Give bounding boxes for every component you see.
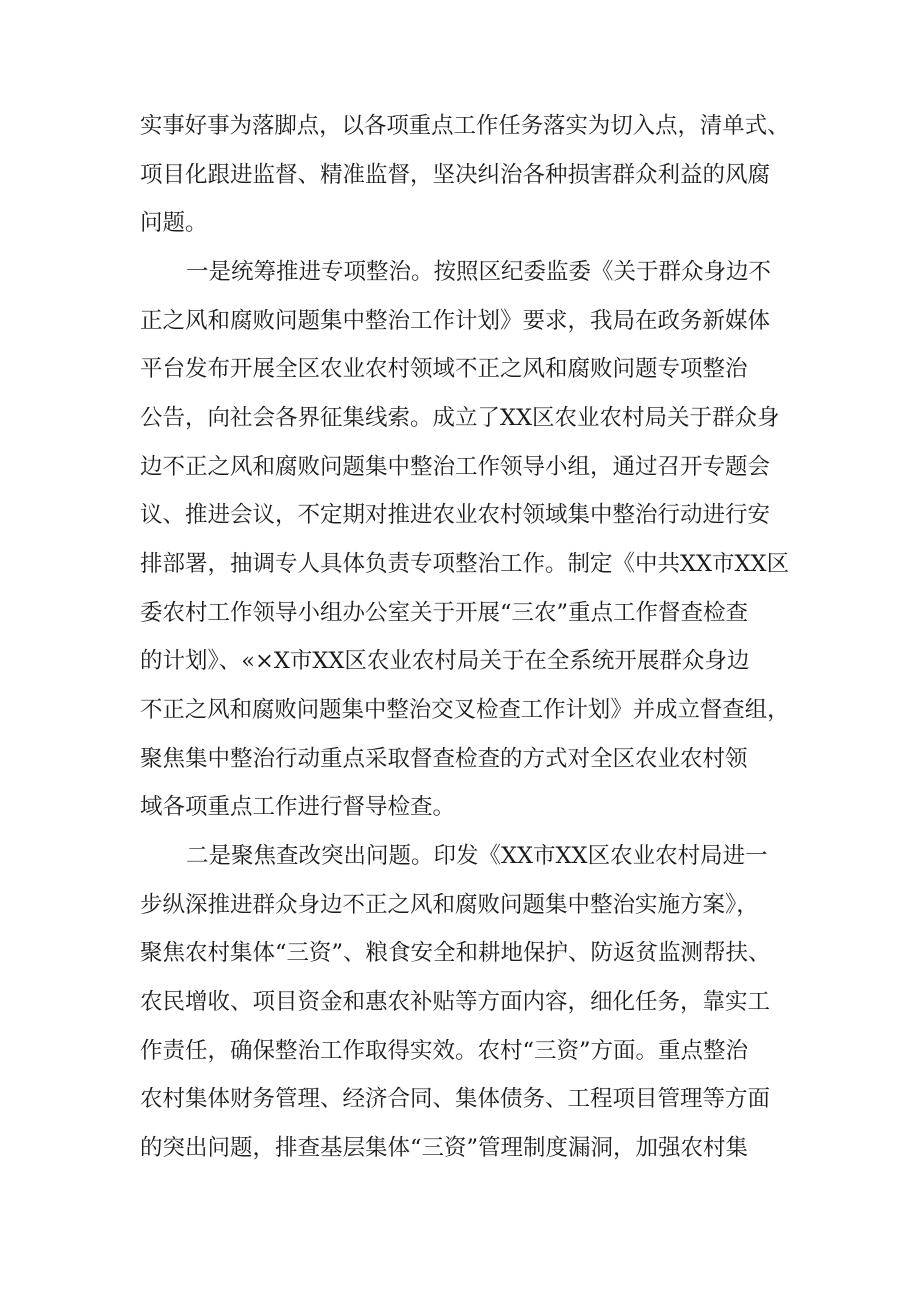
body-text-line: 农村集体财务管理、经济合同、集体债务、工程项目管理等方面 <box>140 1086 771 1112</box>
body-text-line: 聚焦集中整治行动重点采取督查检查的方式对全区农业农村领 <box>140 746 748 772</box>
body-text-line: 的计划》、«×X市XX区农业农村局关于在全系统开展群众身边 <box>140 648 750 674</box>
body-text-line: 正之风和腐败问题集中整治工作计划》要求，我局在政务新媒体 <box>140 308 771 334</box>
body-text-line: 实事好事为落脚点，以各项重点工作任务落实为切入点，清单式、 <box>140 113 790 139</box>
body-text-line: 问题。 <box>140 210 208 236</box>
body-text-line: 域各项重点工作进行督导检查。 <box>140 794 456 820</box>
body-text-line: 的突出问题，排查基层集体“三资”管理制度漏洞，加强农村集 <box>140 1135 749 1161</box>
body-text-line: 聚焦农村集体“三资”、粮食安全和耕地保护、防返贫监测帮扶、 <box>140 940 771 966</box>
body-text-line: 排部署，抽调专人具体负责专项整治工作。制定《中共XX市XX区 <box>140 551 790 577</box>
body-text-line: 公告，向社会各界征集线索。成立了XX区农业农村局关于群众身 <box>140 405 780 431</box>
body-text-line: 平台发布开展全区农业农村领域不正之风和腐败问题专项整治 <box>140 356 748 382</box>
body-text-line: 作责任，确保整治工作取得实效。农村“三资”方面。重点整治 <box>140 1038 749 1064</box>
paragraph-first-line: 二是聚焦查改突出问题。印发《XX市XX区农业农村局进一 <box>186 843 768 869</box>
body-text-line: 不正之风和腐败问题集中整治交叉检查工作计划》并成立督查组， <box>140 697 790 723</box>
body-text-line: 委农村工作领导小组办公室关于开展“三农”重点工作督查检查 <box>140 600 749 626</box>
body-text-line: 农民增收、项目资金和惠农补贴等方面内容，细化任务，靠实工 <box>140 989 771 1015</box>
body-text-line: 项目化跟进监督、精准监督，坚决纠治各种损害群众利益的风腐 <box>140 162 771 188</box>
body-text-line: 议、推进会议，不定期对推进农业农村领域集中整治行动进行安 <box>140 502 771 528</box>
body-text-line: 边不正之风和腐败问题集中整治工作领导小组，通过召开专题会 <box>140 454 771 480</box>
paragraph-first-line: 一是统筹推进专项整治。按照区纪委监委《关于群众身边不 <box>186 259 772 285</box>
body-text-line: 步纵深推进群众身边不正之风和腐败问题集中整治实施方案》， <box>140 892 759 918</box>
